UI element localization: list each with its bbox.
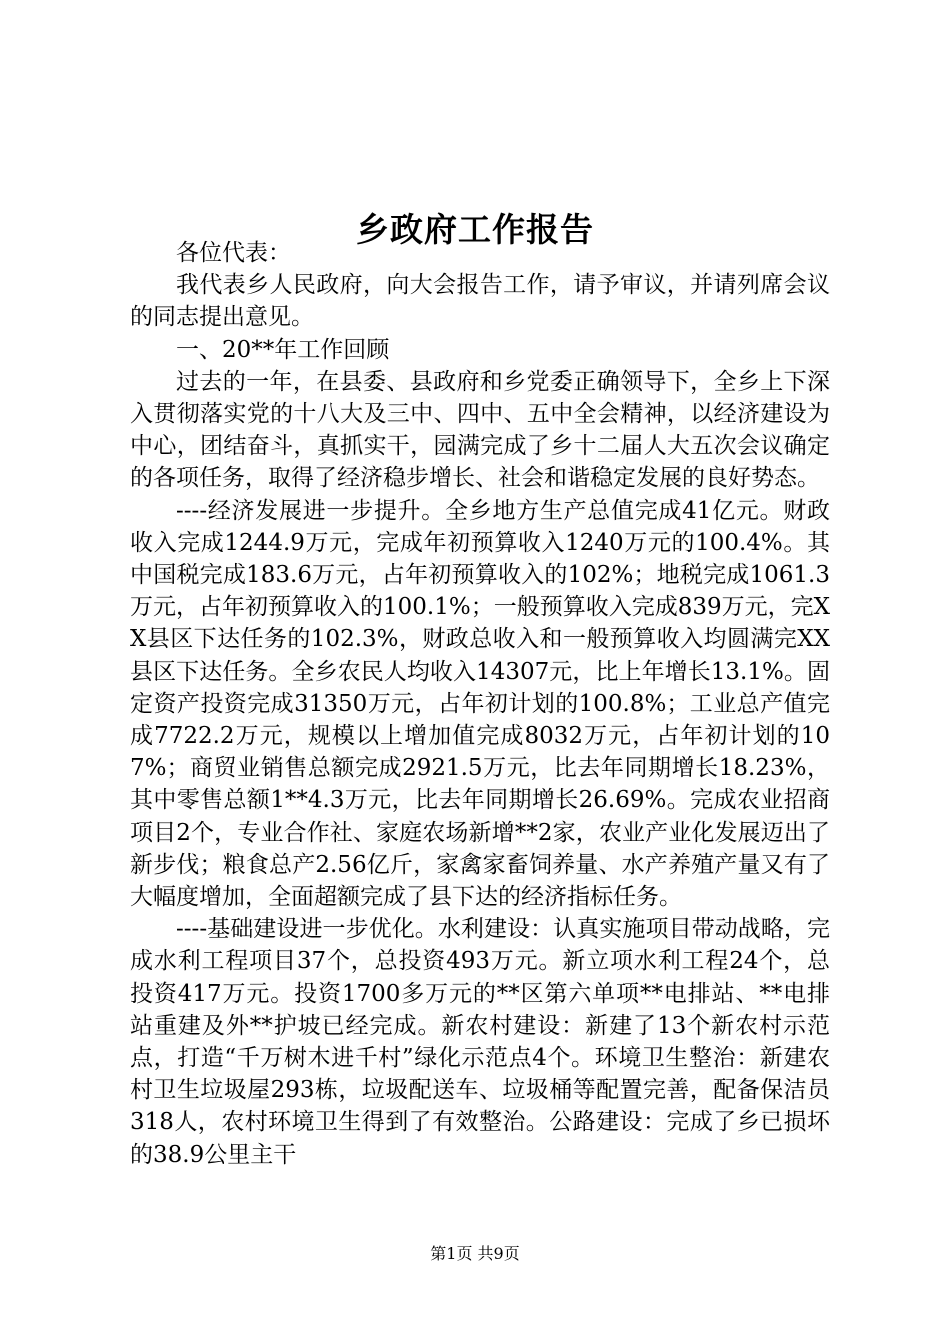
document-title: 乡政府工作报告: [356, 210, 594, 250]
document-body: [130, 237, 830, 1171]
paragraph-intro: 我代表乡人民政府，向大会报告工作，请予审议，并请列席会议的同志提出意见。: [130, 272, 830, 331]
paragraph-overview: 过去的一年，在县委、县政府和乡党委正确领导下，全乡上下深入贯彻落实党的十八大及三中、四中、五中全会精神，以经济建设为中心，团结奋斗，真抓实干，园满完成了乡十二届人大五次会议确定的各项任务，取得了经济稳步增长、社会和谐稳定发展的良好势态。: [130, 368, 830, 492]
section-heading: 一、20**年工作回顾: [176, 336, 390, 363]
page-footer: 第1页 共9页: [430, 1244, 520, 1263]
salutation: 各位代表：: [176, 240, 291, 266]
paragraph-infrastructure: ----基础建设进一步优化。水利建设：认真实施项目带动战略，完成水利工程项目37个，总投资493万元。新立项水利工程24个，总投资417万元。投资1700多万元的**区第六单项**电排站、**电排站重建及外**护坡已经完成。新农村建设：新建了13个新农村示范点，打造“千万树木进千村”绿化示范点4个。环境卫生整治：新建农村卫生垃圾屋293栋，垃圾配送车、垃圾桶等配置完善，配备保洁员318人，农村环境卫生得到了有效整治。公路建设：完成了乡已损坏的38.9公里主干: [130, 916, 830, 1168]
paragraph-economy: ----经济发展进一步提升。全乡地方生产总值完成41亿元。财政收入完成1244.9万元，完成年初预算收入1240万元的100.4%。其中国税完成183.6万元，占年初预算收入的102%；地税完成1061.3万元，占年初预算收入的100.1%；一般预算收入完成839万元，完XX县区下达任务的102.3%，财政总收入和一般预算收入均圆满完XX县区下达任务。全乡农民人均收入14307元，比上年增长13.1%。固定资产投资完成31350万元，占年初计划的100.8%；工业总产值完成7722.2万元，规模以上增加值完成8032万元，占年初计划的107%；商贸业销售总额完成2921.5万元，比去年同期增长18.23%，其中零售总额1**4.3万元，比去年同期增长26.69%。完成农业招商项目2个，专业合作社、家庭农场新增**2家，农业产业化发展迈出了新步伐；粮食总产2.56亿斤，家禽家畜饲养量、水产养殖产量又有了大幅度增加，全面超额完成了县下达的经济指标任务。: [130, 497, 830, 911]
